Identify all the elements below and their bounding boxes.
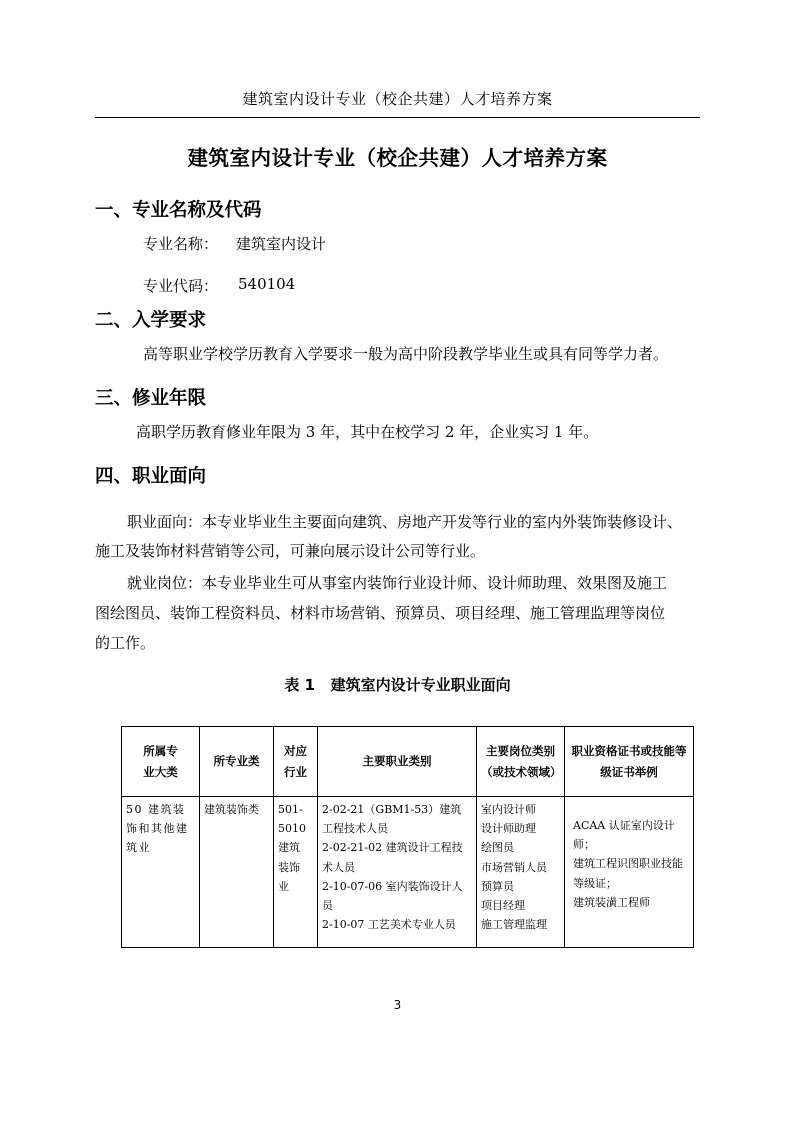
section-heading-4: 四、职业面向 <box>95 466 207 487</box>
position-item: 设计师助理 <box>481 822 536 836</box>
section-heading-2: 二、入学要求 <box>95 310 207 331</box>
major-code-label: 专业代码： <box>143 277 219 295</box>
header-certificate: 职业资格证书或技能等级证书举例 <box>565 727 694 797</box>
certificate-item: 建筑装潢工程师 <box>573 895 650 909</box>
position-item: 施工管理监理 <box>481 918 547 932</box>
table-header-row <box>122 727 694 797</box>
duration-text: 高职学历教育修业年限为 3 年，其中在校学习 2 年，企业实习 1 年。 <box>136 423 599 441</box>
positions-line-2: 图绘图员、装饰工程资料员、材料市场营销、预算员、项目经理、施工管理监理等岗位 <box>95 604 666 622</box>
header-occupation: 主要职业类别 <box>318 727 477 797</box>
position-item: 预算员 <box>481 879 514 893</box>
cell-occupations <box>318 797 477 948</box>
page-number: 3 <box>393 998 402 1012</box>
occupation-item: 2-10-07 工艺美术专业人员 <box>322 918 456 932</box>
running-header: 建筑室内设计专业（校企共建）人才培养方案 <box>242 90 553 108</box>
section-heading-3: 三、修业年限 <box>95 388 207 409</box>
major-code-value: 540104 <box>238 275 296 293</box>
position-item: 市场营销人员 <box>481 860 547 874</box>
admission-text: 高等职业学校学历教育入学要求一般为高中阶段教学毕业生或具有同等学力者。 <box>143 345 669 363</box>
positions-line-3: 的工作。 <box>95 634 156 652</box>
occupation-item: 2-02-21（GBM1-53）建筑工程技术人员 <box>322 803 462 836</box>
cell-major-category: 50 建筑装饰和其他建筑业 <box>122 797 200 948</box>
major-name-label: 专业名称： <box>143 235 219 253</box>
header-major-class: 所专业类 <box>200 727 274 797</box>
occupation-item: 2-10-07-06 室内装饰设计人员 <box>322 879 463 913</box>
header-major-category: 所属专业大类 <box>122 727 200 797</box>
header-position: 主要岗位类别（或技术领域） <box>477 727 565 797</box>
occupation-table <box>121 726 694 948</box>
certificate-item: ACAA 认证室内设计师； <box>573 819 675 852</box>
position-item: 室内设计师 <box>481 803 536 816</box>
orientation-line-1: 职业面向：本专业毕业生主要面向建筑、房地产开发等行业的室内外装饰装修设计、 <box>127 513 683 531</box>
cell-major-class: 建筑装饰类 <box>200 797 274 948</box>
major-name-value: 建筑室内设计 <box>236 235 327 253</box>
orientation-line-2: 施工及装饰材料营销等公司，可兼向展示设计公司等行业。 <box>95 542 486 560</box>
table-row <box>122 797 694 948</box>
position-item: 项目经理 <box>481 899 525 913</box>
cell-industry: 501-5010 建筑装饰业 <box>274 797 318 948</box>
cell-certificates <box>565 797 694 948</box>
section-heading-1: 一、专业名称及代码 <box>95 200 262 221</box>
page-title: 建筑室内设计专业（校企共建）人才培养方案 <box>187 146 608 170</box>
certificate-item: 建筑工程识图职业技能等级证； <box>573 857 683 890</box>
cell-positions <box>477 797 565 948</box>
table-caption: 表 1 建筑室内设计专业职业面向 <box>284 676 511 694</box>
occupation-item: 2-02-21-02 建筑设计工程技术人员 <box>322 841 463 874</box>
positions-line-1: 就业岗位：本专业毕业生可从事室内装饰行业设计师、设计师助理、效果图及施工 <box>127 574 668 592</box>
header-rule <box>95 117 700 118</box>
header-industry: 对应行业 <box>274 727 318 797</box>
position-item: 绘图员 <box>481 841 514 855</box>
